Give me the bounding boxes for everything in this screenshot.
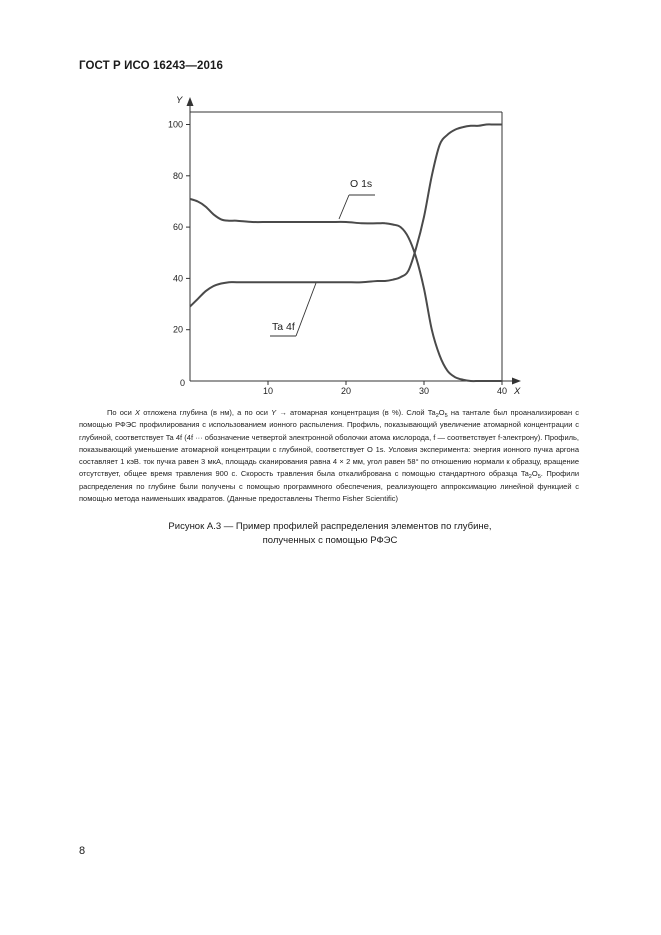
o1s-leader-line <box>339 195 349 219</box>
caption-part: отложена глубина (в нм), а по оси <box>140 408 272 417</box>
caption-subscript: 5 <box>537 474 541 481</box>
figure-title-line2: полученных с помощью РФЭС <box>262 535 398 546</box>
caption-subscript: 5 <box>444 413 448 419</box>
caption-subscript: 2 <box>528 474 532 481</box>
caption-x-letter: X <box>135 408 141 417</box>
origin-label: 0 <box>179 378 185 388</box>
page-number: 8 <box>79 845 86 857</box>
caption-subscript: 2 <box>435 413 439 419</box>
axis-ticks <box>186 125 502 386</box>
y-axis-label: Y <box>176 95 183 106</box>
figure-title <box>120 520 540 548</box>
series-label-o1s <box>339 178 375 219</box>
x-tick-label: 30 <box>418 386 430 396</box>
x-axis-label: X <box>514 386 521 397</box>
series-line-ta4f <box>190 124 502 306</box>
caption-y-letter: Y <box>271 408 277 417</box>
y-tick-label: 60 <box>172 222 183 233</box>
depth-profile-chart <box>0 0 661 400</box>
y-tick-label: 80 <box>172 170 183 181</box>
caption-part: O <box>531 469 538 479</box>
x-tick-label: 20 <box>340 386 352 396</box>
y-tick-label: 100 <box>167 119 183 130</box>
document-header: ГОСТ Р ИСО 16243—2016 <box>79 60 224 72</box>
caption-part: . Профили распределения по глубине были получены с помощью программного обеспечения, реализующего аппроксимацию линейной функцией с помощью метода наименьших квадратов. (Данные предоставлены Thermo Fisher Scientific) <box>79 469 580 504</box>
x-tick-label: 10 <box>262 386 274 396</box>
x-axis-arrow <box>512 378 521 385</box>
x-tick-label: 40 <box>496 386 508 396</box>
series-lines <box>190 124 502 381</box>
caption-part: → атомарная концентрация (в %). Слой Ta <box>276 408 436 417</box>
caption-part: По оси <box>107 408 136 417</box>
ta4f-label: Ta 4f <box>272 321 295 333</box>
plot-frame <box>187 97 522 385</box>
y-tick-label: 20 <box>172 324 183 335</box>
figure-caption-text <box>79 407 579 505</box>
o1s-label: O 1s <box>350 178 373 190</box>
figure-title-line1: Рисунок А.3 — Пример профилей распределения элементов по глубине, <box>168 521 492 532</box>
y-tick-label: 40 <box>172 273 183 284</box>
y-axis-arrow <box>187 97 194 106</box>
series-line-o1s <box>190 199 502 381</box>
ta4f-leader-line <box>296 283 316 336</box>
caption-part: на тантале был проанализирован с помощью РФЭС профилирования с использованием ионного распыления. Профиль, показывающий увеличение атомарной концентрации с глубиной, соответствует Ta 4f (4f ··· обозначение четвертой электронной оболочки атома кислорода, f — соответствует f-электрону). Профиль, показывающий уменьшение атомарной концентрации с глубиной, соответствует O 1s. Условия эксперимента: энергия ионного пучка аргона составляет 1 кэВ. ток пучка равен 3 мкА, площадь сканирования равна 4 × 2 мм, угол равен 58° по отношению нормали к образцу, вращение отсутствует, общее время травления 900 с. Скорость травления была откалибрована с помощью стандартного образца Ta <box>79 408 580 479</box>
caption-part: O <box>438 408 445 417</box>
series-label-ta4f <box>270 283 316 336</box>
axis-tick-labels <box>168 120 507 397</box>
